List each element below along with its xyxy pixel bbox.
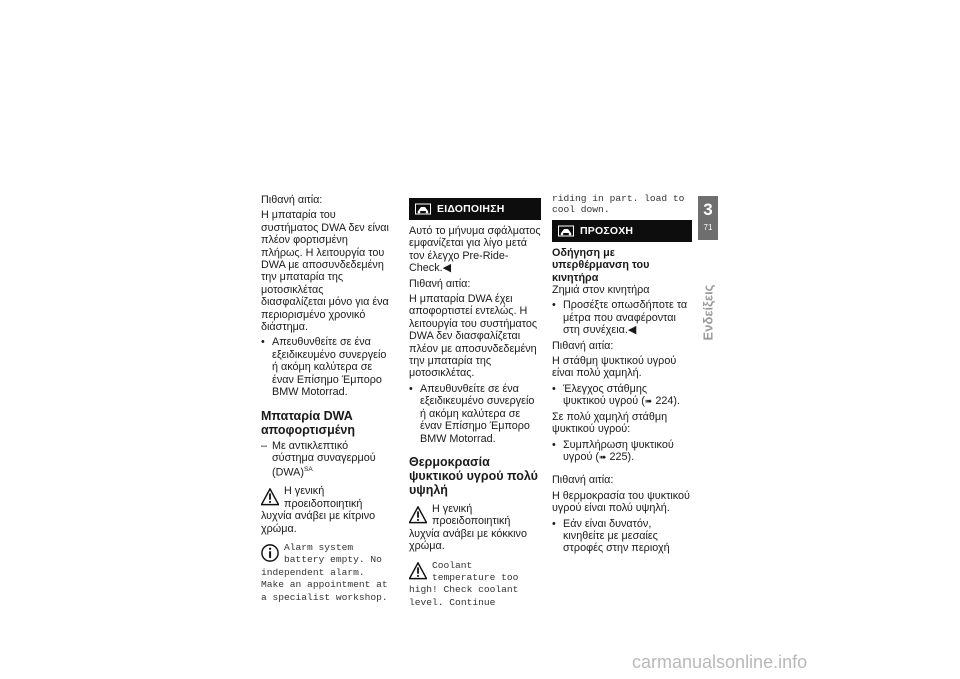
info-icon <box>261 544 279 562</box>
cause-text: Η μπαταρία του συστήματος DWA δεν είναι πλέον φορτισμένη πλήρως. Η λειτουργία του DWA με αποσυνδεδεμένη την μπαταρία της μοτοσικλέτας διασφαλίζεται μόνο για ένα περιορισμένο χρονικό διάστημα. <box>261 209 389 334</box>
info-message: Alarm system battery empty. No independent alarm. Make an appointment at a specialist workshop. <box>261 541 388 603</box>
warning-callout <box>261 485 389 535</box>
chapter-number: 3 <box>703 200 713 219</box>
end-marker: ◀ <box>442 262 451 275</box>
bullet-text: Προσέξτε οπωσδήποτε τα μέτρα που αναφέρονται στη συνέχεια. <box>563 299 688 337</box>
list-item <box>261 440 389 480</box>
warning-triangle-icon <box>409 506 427 524</box>
dash-list <box>261 440 389 480</box>
cause-text: Η μπαταρία DWA έχει αποφορτιστεί εντελώς. Η λειτουργία του συστήματος DWA δεν διασφαλίζεται πλέον με αποσυνδεδεμένη την μπαταρία της μοτοσικλέτας. <box>409 293 538 380</box>
list-item <box>552 299 692 336</box>
warning-triangle-icon <box>409 562 427 580</box>
bullet-list <box>552 439 692 464</box>
warning-text: Η γενική προειδοποιητική λυχνία ανάβει με κόκκινο χρώμα. <box>409 502 527 553</box>
chapter-tab <box>698 196 718 240</box>
list-item: • Εάν είναι δυνατόν, κινηθείτε με μεσαίες στροφές στην περιοχή <box>552 518 692 555</box>
section-heading: Θερμοκρασία ψυκτικού υγρού πολύ υψηλή <box>409 454 538 497</box>
list-item: • Απευθυνθείτε σε ένα εξειδικευμένο συνεργείο ή ακόμη καλύτερα σε έναν Επίσημο Έμπορο BMW Motorrad. <box>261 336 389 398</box>
column-3 <box>552 194 692 558</box>
bullet-text: Έλεγχος στάθμης ψυκτικού υγρού ( <box>563 382 648 408</box>
warning-callout <box>409 503 541 553</box>
risk-text: Ζημιά στον κινητήρα <box>552 284 650 297</box>
warning-text: Η γενική προειδοποιητική λυχνία ανάβει με κίτρινο χρώμα. <box>261 485 376 535</box>
warning-callout-mono <box>409 559 541 609</box>
page-ref-arrow-icon: ➠ <box>598 451 607 462</box>
notice-text <box>409 225 541 275</box>
bullet-list <box>552 518 692 555</box>
cause-label: Πιθανή αιτία: <box>552 339 614 352</box>
notice-banner <box>409 198 541 220</box>
column-1 <box>261 194 389 609</box>
bullet-end: ). <box>673 395 680 408</box>
cause-label: Πιθανή αιτία: <box>552 474 614 487</box>
page-ref-link[interactable]: 225 <box>609 450 628 463</box>
cause-label: Πιθανή αιτία: <box>409 277 471 290</box>
motorcycle-notice-icon <box>415 203 431 215</box>
low-level-label: Σε πολύ χαμηλή στάθμη ψυκτικού υγρού: <box>552 410 668 436</box>
section-heading: Μπαταρία DWA αποφορτισμένη <box>261 408 355 437</box>
info-callout <box>261 541 389 603</box>
coolant-message: Coolant temperature too high! Check coolant level. Continue <box>409 559 519 608</box>
motorcycle-caution-icon <box>558 225 574 237</box>
list-item <box>552 439 692 464</box>
cause-text: Η θερμοκρασία του ψυκτικού υγρού είναι πολύ υψηλή. <box>552 489 690 515</box>
cause-text: Η στάθμη ψυκτικού υγρού είναι πολύ χαμηλή. <box>552 355 677 380</box>
caution-heading: Οδήγηση με υπερθέρμανση του κινητήρα <box>552 246 650 284</box>
cause-label: Πιθανή αιτία: <box>261 194 323 206</box>
bullet-text: Συμπλήρωση ψυκτικού υγρού ( <box>563 438 674 463</box>
page-ref-link[interactable]: 224 <box>655 395 674 408</box>
sa-superscript: SA <box>303 466 313 474</box>
notice-body: Αυτό το μήνυμα σφάλματος εμφανίζεται για λίγο μετά τον έλεγχο Pre-Ride-Check. <box>409 225 541 275</box>
bullet-list <box>552 383 692 408</box>
bullet-list <box>409 383 541 445</box>
bullet-end: ). <box>627 450 635 463</box>
column-2 <box>409 194 541 614</box>
coolant-message-continued: riding in part. load to cool down. <box>552 193 685 216</box>
banner-label: ΠΡΟΣΟΧΗ <box>580 224 634 237</box>
list-item <box>552 383 692 408</box>
dash-text: Με αντικλεπτικό σύστημα συναγερμού (DWA) <box>272 439 376 479</box>
page-number: 71 <box>703 223 713 232</box>
page-ref-arrow-icon: ➠ <box>644 396 653 407</box>
warning-triangle-icon <box>261 488 279 506</box>
bullet-list <box>552 299 692 336</box>
caution-banner <box>552 220 692 242</box>
chapter-title: Ενδείξεις <box>700 284 716 341</box>
bullet-list <box>261 336 389 398</box>
watermark: carmanualsonline.info <box>632 652 808 672</box>
banner-label: ΕΙΔΟΠΟΙΗΣΗ <box>437 202 505 215</box>
end-marker: ◀ <box>627 324 637 337</box>
list-item: • Απευθυνθείτε σε ένα εξειδικευμένο συνεργείο ή ακόμη καλύτερα σε έναν Επίσημο Έμπορο BMW Motorrad. <box>409 383 541 445</box>
